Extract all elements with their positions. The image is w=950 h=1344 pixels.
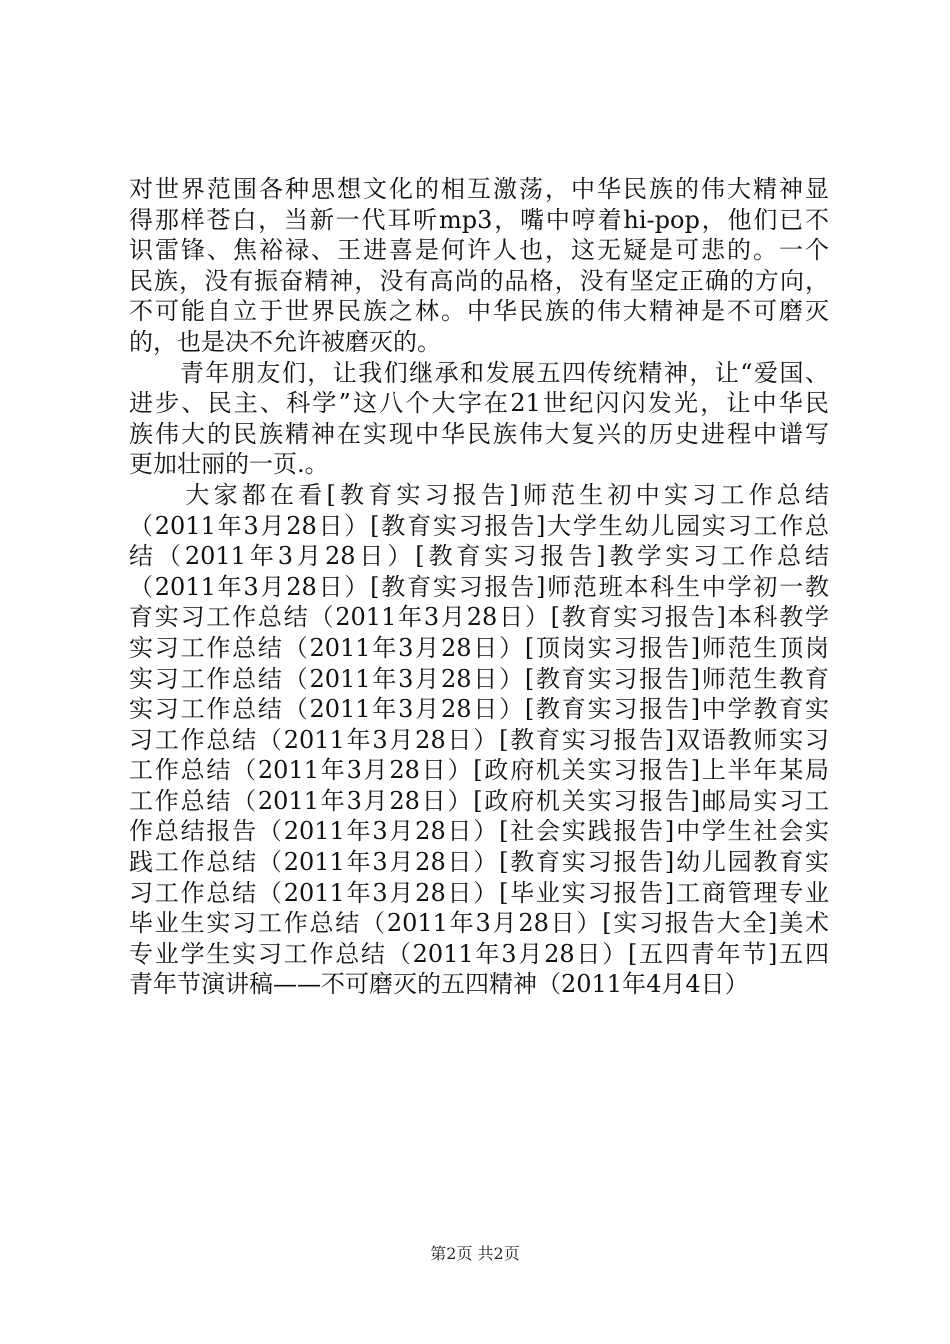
text-line: 青年节演讲稿——不可磨灭的五四精神（2011年4月4日） bbox=[129, 970, 749, 999]
text-line: 实习工作总结（2011年3月28日）[教育实习报告]师范生教育 bbox=[129, 664, 829, 693]
text-line: 民族，没有振奋精神，没有高尚的品格，没有坚定正确的方向， bbox=[129, 266, 829, 295]
text-line: 作总结报告（2011年3月28日）[社会实践报告]中学生社会实 bbox=[129, 817, 829, 846]
text-line: 族伟大的民族精神在实现中华民族伟大复兴的历史进程中谱写 bbox=[129, 419, 829, 448]
text-line: 工作总结（2011年3月28日）[政府机关实习报告]上半年某局 bbox=[129, 756, 829, 785]
text-line: 实习工作总结（2011年3月28日）[顶岗实习报告]师范生顶岗 bbox=[129, 633, 829, 662]
text-line: 的，也是决不允许被磨灭的。 bbox=[129, 327, 441, 356]
text-line: 习工作总结（2011年3月28日）[毕业实习报告]工商管理专业 bbox=[129, 878, 829, 907]
text-line: （2011年3月28日）[教育实习报告]师范班本科生中学初一教 bbox=[129, 572, 829, 601]
text-line: 对世界范围各种思想文化的相互激荡，中华民族的伟大精神显 bbox=[129, 175, 829, 203]
text-line: 毕业生实习工作总结（2011年3月28日）[实习报告大全]美术 bbox=[129, 909, 829, 938]
text-line: 育实习工作总结（2011年3月28日）[教育实习报告]本科教学 bbox=[129, 603, 829, 632]
text-line: （2011年3月28日）[教育实习报告]大学生幼儿园实习工作总 bbox=[129, 511, 829, 540]
text-line: 实习工作总结（2011年3月28日）[教育实习报告]中学教育实 bbox=[129, 695, 829, 724]
text-line: 识雷锋、焦裕禄、王进喜是何许人也，这无疑是可悲的。一个 bbox=[129, 236, 829, 265]
text-line: 专业学生实习工作总结（2011年3月28日）[五四青年节]五四 bbox=[129, 939, 829, 968]
text-line: 结（2011年3月28日）[教育实习报告]教学实习工作总结 bbox=[129, 542, 829, 571]
paragraph-3 bbox=[129, 480, 829, 1000]
paragraph-2 bbox=[129, 358, 829, 480]
text-line: 得那样苍白，当新一代耳听mp3，嘴中哼着hi-pop，他们已不 bbox=[129, 205, 829, 234]
text-line: 青年朋友们，让我们继承和发展五四传统精神，让“爱国、 bbox=[129, 358, 829, 387]
text-line: 工作总结（2011年3月28日）[政府机关实习报告]邮局实习工 bbox=[129, 786, 829, 815]
text-line: 大家都在看[教育实习报告]师范生初中实习工作总结 bbox=[129, 480, 829, 509]
page-number-footer: 第2页 共2页 bbox=[430, 1244, 520, 1263]
text-line: 不可能自立于世界民族之林。中华民族的伟大精神是不可磨灭 bbox=[129, 297, 829, 326]
document-body bbox=[129, 174, 829, 1000]
text-line: 进步、民主、科学”这八个大字在21世纪闪闪发光，让中华民 bbox=[129, 389, 829, 418]
paragraph-1 bbox=[129, 174, 829, 358]
text-line: 更加壮丽的一页.。 bbox=[129, 450, 329, 479]
text-line: 习工作总结（2011年3月28日）[教育实习报告]双语教师实习 bbox=[129, 725, 829, 754]
text-line: 践工作总结（2011年3月28日）[教育实习报告]幼儿园教育实 bbox=[129, 848, 829, 877]
